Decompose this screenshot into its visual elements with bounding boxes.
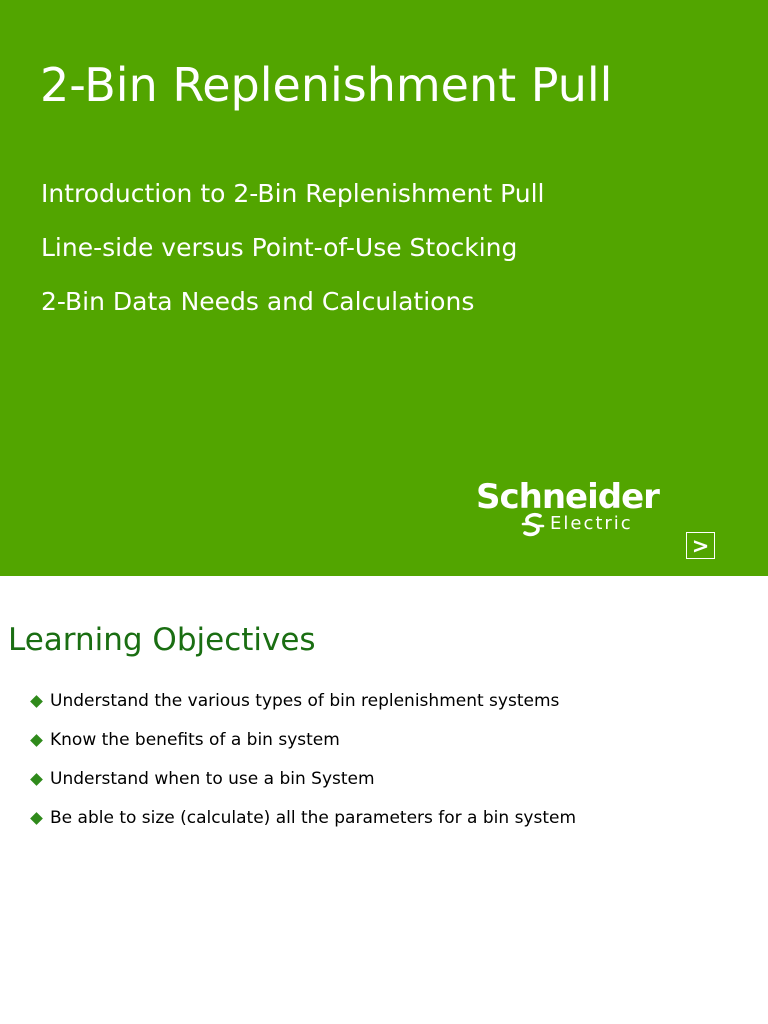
objective-text: Understand the various types of bin replenishment systems [50, 691, 560, 711]
diamond-bullet-icon [30, 812, 43, 825]
objective-text: Know the benefits of a bin system [50, 730, 340, 750]
objective-text: Be able to size (calculate) all the parameters for a bin system [50, 808, 577, 828]
schneider-electric-logo [476, 477, 666, 543]
learning-objectives-heading: Learning Objectives [8, 622, 316, 658]
slide-title: 2-Bin Replenishment Pull [40, 58, 613, 112]
agenda-item-2: Line-side versus Point-of-Use Stocking [41, 233, 518, 262]
next-slide-button[interactable]: > [686, 532, 715, 559]
agenda-item-3: 2-Bin Data Needs and Calculations [41, 287, 475, 316]
diamond-bullet-icon [30, 734, 43, 747]
objective-text: Understand when to use a bin System [50, 769, 375, 789]
agenda-item-1: Introduction to 2-Bin Replenishment Pull [41, 179, 545, 208]
logo-mark-icon [520, 512, 546, 538]
diamond-bullet-icon [30, 695, 43, 708]
diamond-bullet-icon [30, 773, 43, 786]
logo-sub-text: Electric [550, 513, 633, 534]
logo-brand-text: Schneider [476, 477, 659, 517]
